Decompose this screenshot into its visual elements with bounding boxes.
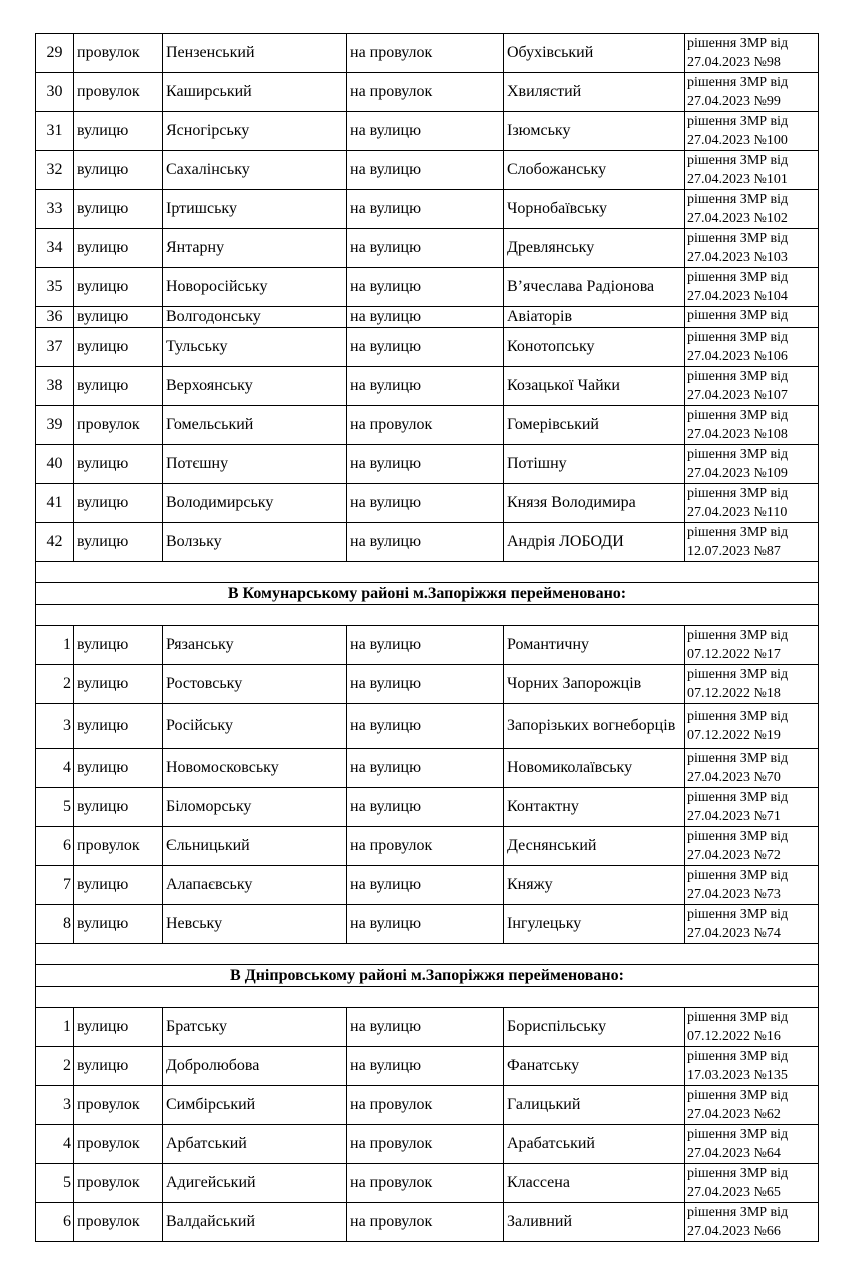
decision-line: 27.04.2023 №70 xyxy=(687,770,781,785)
table-row xyxy=(36,1125,819,1164)
old-type: вулицю xyxy=(74,1008,163,1047)
decision-reference xyxy=(685,1164,819,1203)
decision-reference xyxy=(685,827,819,866)
old-name: Потєшну xyxy=(163,445,347,484)
new-type: на вулицю xyxy=(347,268,504,307)
new-type: на провулок xyxy=(347,1164,504,1203)
old-name: Валдайський xyxy=(163,1203,347,1242)
decision-reference xyxy=(685,406,819,445)
new-name: Запорізьких вогнеборців xyxy=(504,704,685,749)
row-number: 3 xyxy=(36,704,74,749)
new-name: Романтичну xyxy=(504,626,685,665)
table-row xyxy=(36,406,819,445)
decision-reference xyxy=(685,1047,819,1086)
old-type: провулок xyxy=(74,34,163,73)
decision-line: 27.04.2023 №102 xyxy=(687,211,788,226)
old-name: Арбатський xyxy=(163,1125,347,1164)
table-row xyxy=(36,367,819,406)
new-name: Древлянську xyxy=(504,229,685,268)
table-row xyxy=(36,112,819,151)
new-name: Слобожанську xyxy=(504,151,685,190)
new-type: на провулок xyxy=(347,73,504,112)
old-type: вулицю xyxy=(74,229,163,268)
new-type: на вулицю xyxy=(347,704,504,749)
old-type: вулицю xyxy=(74,112,163,151)
row-number: 42 xyxy=(36,523,74,562)
decision-reference xyxy=(685,307,819,328)
new-name: Гомерівський xyxy=(504,406,685,445)
row-number: 2 xyxy=(36,665,74,704)
old-name: Янтарну xyxy=(163,229,347,268)
decision-line: 27.04.2023 №62 xyxy=(687,1107,781,1122)
new-type: на вулицю xyxy=(347,307,504,328)
old-name: Єльницький xyxy=(163,827,347,866)
table-row xyxy=(36,1203,819,1242)
decision-line: 27.04.2023 №74 xyxy=(687,926,781,941)
decision-reference xyxy=(685,866,819,905)
decision-line: 07.12.2022 №18 xyxy=(687,686,781,701)
new-name: Чорнобаївську xyxy=(504,190,685,229)
old-type: вулицю xyxy=(74,190,163,229)
new-type: на провулок xyxy=(347,1086,504,1125)
row-number: 37 xyxy=(36,328,74,367)
new-type: на вулицю xyxy=(347,328,504,367)
old-type: провулок xyxy=(74,73,163,112)
row-number: 35 xyxy=(36,268,74,307)
old-name: Адигейський xyxy=(163,1164,347,1203)
row-number: 33 xyxy=(36,190,74,229)
old-name: Рязанську xyxy=(163,626,347,665)
row-number: 30 xyxy=(36,73,74,112)
decision-reference xyxy=(685,665,819,704)
old-type: вулицю xyxy=(74,484,163,523)
old-type: провулок xyxy=(74,1086,163,1125)
row-number: 41 xyxy=(36,484,74,523)
decision-line: 27.04.2023 №65 xyxy=(687,1185,781,1200)
decision-reference xyxy=(685,445,819,484)
decision-reference xyxy=(685,268,819,307)
new-type: на провулок xyxy=(347,34,504,73)
decision-reference xyxy=(685,905,819,944)
table-row xyxy=(36,1086,819,1125)
row-number: 32 xyxy=(36,151,74,190)
new-name: Авіаторів xyxy=(504,307,685,328)
table-row xyxy=(36,445,819,484)
old-name: Іртишську xyxy=(163,190,347,229)
decision-line: 27.04.2023 №101 xyxy=(687,172,788,187)
blank-cell xyxy=(36,987,819,1008)
old-type: вулицю xyxy=(74,445,163,484)
new-type: на вулицю xyxy=(347,484,504,523)
table-row xyxy=(36,484,819,523)
decision-line: 27.04.2023 №100 xyxy=(687,133,788,148)
old-type: вулицю xyxy=(74,626,163,665)
decision-reference xyxy=(685,367,819,406)
old-name: Російську xyxy=(163,704,347,749)
blank-row xyxy=(36,605,819,626)
old-type: вулицю xyxy=(74,905,163,944)
decision-line: рішення ЗМР від xyxy=(687,114,789,129)
old-type: вулицю xyxy=(74,665,163,704)
new-name: Контактну xyxy=(504,788,685,827)
decision-line: 27.04.2023 №72 xyxy=(687,848,781,863)
old-type: вулицю xyxy=(74,328,163,367)
decision-reference xyxy=(685,112,819,151)
decision-line: рішення ЗМР від xyxy=(687,709,789,724)
old-type: вулицю xyxy=(74,788,163,827)
decision-reference xyxy=(685,704,819,749)
new-name: Фанатську xyxy=(504,1047,685,1086)
old-name: Алапаєвську xyxy=(163,866,347,905)
table-row xyxy=(36,328,819,367)
old-name: Волгодонську xyxy=(163,307,347,328)
section-heading-row xyxy=(36,583,819,605)
decision-line: 27.04.2023 №106 xyxy=(687,349,788,364)
new-name: Конотопську xyxy=(504,328,685,367)
table-row xyxy=(36,229,819,268)
new-name: Інгулецьку xyxy=(504,905,685,944)
new-name: Ізюмську xyxy=(504,112,685,151)
row-number: 40 xyxy=(36,445,74,484)
decision-line: рішення ЗМР від xyxy=(687,907,789,922)
decision-reference xyxy=(685,788,819,827)
decision-reference xyxy=(685,523,819,562)
new-name: Бориспільську xyxy=(504,1008,685,1047)
row-number: 4 xyxy=(36,1125,74,1164)
decision-line: рішення ЗМР від xyxy=(687,1166,789,1181)
new-type: на вулицю xyxy=(347,523,504,562)
row-number: 7 xyxy=(36,866,74,905)
blank-row xyxy=(36,562,819,583)
section-heading: В Дніпровському районі м.Запоріжжя перейменовано: xyxy=(36,965,819,987)
decision-line: 27.04.2023 №99 xyxy=(687,94,781,109)
decision-line: рішення ЗМР від xyxy=(687,868,789,883)
decision-line: рішення ЗМР від xyxy=(687,192,789,207)
old-name: Добролюбова xyxy=(163,1047,347,1086)
decision-reference xyxy=(685,151,819,190)
table-row xyxy=(36,1047,819,1086)
blank-row xyxy=(36,944,819,965)
table-row xyxy=(36,1164,819,1203)
decision-reference xyxy=(685,484,819,523)
row-number: 8 xyxy=(36,905,74,944)
old-name: Пензенський xyxy=(163,34,347,73)
new-type: на вулицю xyxy=(347,229,504,268)
new-type: на вулицю xyxy=(347,151,504,190)
row-number: 1 xyxy=(36,626,74,665)
new-type: на вулицю xyxy=(347,626,504,665)
row-number: 2 xyxy=(36,1047,74,1086)
old-type: провулок xyxy=(74,1203,163,1242)
decision-line: рішення ЗМР від xyxy=(687,369,789,384)
new-name: Козацької Чайки xyxy=(504,367,685,406)
new-name: Князя Володимира xyxy=(504,484,685,523)
old-name: Ростовську xyxy=(163,665,347,704)
new-name: Заливний xyxy=(504,1203,685,1242)
decision-line: рішення ЗМР від xyxy=(687,667,789,682)
decision-line: 27.04.2023 №107 xyxy=(687,388,788,403)
decision-line: 27.04.2023 №71 xyxy=(687,809,781,824)
decision-line: рішення ЗМР від xyxy=(687,1010,789,1025)
new-type: на вулицю xyxy=(347,190,504,229)
new-type: на вулицю xyxy=(347,367,504,406)
decision-line: рішення ЗМР від xyxy=(687,628,789,643)
new-type: на провулок xyxy=(347,1203,504,1242)
new-name: Деснянський xyxy=(504,827,685,866)
new-name: Потішну xyxy=(504,445,685,484)
decision-line: 27.04.2023 №103 xyxy=(687,250,788,265)
decision-line: рішення ЗМР від xyxy=(687,408,789,423)
old-type: провулок xyxy=(74,406,163,445)
table-row xyxy=(36,788,819,827)
decision-line: рішення ЗМР від xyxy=(687,309,789,323)
decision-line: 12.07.2023 №87 xyxy=(687,544,781,559)
table-row xyxy=(36,749,819,788)
new-type: на вулицю xyxy=(347,1047,504,1086)
old-type: вулицю xyxy=(74,307,163,328)
renaming-table xyxy=(35,33,819,1242)
decision-reference xyxy=(685,73,819,112)
old-type: вулицю xyxy=(74,367,163,406)
decision-line: 07.12.2022 №17 xyxy=(687,647,781,662)
decision-line: рішення ЗМР від xyxy=(687,1049,789,1064)
old-type: вулицю xyxy=(74,523,163,562)
new-type: на вулицю xyxy=(347,665,504,704)
table-row xyxy=(36,1008,819,1047)
decision-line: 27.04.2023 №110 xyxy=(687,505,788,520)
new-type: на вулицю xyxy=(347,1008,504,1047)
decision-line: 27.04.2023 №108 xyxy=(687,427,788,442)
row-number: 4 xyxy=(36,749,74,788)
old-type: провулок xyxy=(74,1164,163,1203)
row-number: 34 xyxy=(36,229,74,268)
decision-line: рішення ЗМР від xyxy=(687,751,789,766)
decision-line: рішення ЗМР від xyxy=(687,486,789,501)
new-name: Хвилястий xyxy=(504,73,685,112)
decision-line: 27.04.2023 №109 xyxy=(687,466,788,481)
new-name: Чорних Запорожців xyxy=(504,665,685,704)
old-name: Симбірський xyxy=(163,1086,347,1125)
new-name: Обухівський xyxy=(504,34,685,73)
decision-reference xyxy=(685,1125,819,1164)
old-name: Тульську xyxy=(163,328,347,367)
new-type: на провулок xyxy=(347,1125,504,1164)
old-name: Біломорську xyxy=(163,788,347,827)
decision-line: рішення ЗМР від xyxy=(687,153,789,168)
decision-line: рішення ЗМР від xyxy=(687,1205,789,1220)
old-type: вулицю xyxy=(74,151,163,190)
new-name: Арабатський xyxy=(504,1125,685,1164)
row-number: 31 xyxy=(36,112,74,151)
decision-line: рішення ЗМР від xyxy=(687,1088,789,1103)
decision-line: рішення ЗМР від xyxy=(687,75,789,90)
decision-line: 07.12.2022 №19 xyxy=(687,728,781,743)
new-type: на вулицю xyxy=(347,866,504,905)
table-row xyxy=(36,704,819,749)
decision-line: рішення ЗМР від xyxy=(687,1127,789,1142)
decision-line: 27.04.2023 №64 xyxy=(687,1146,781,1161)
old-type: вулицю xyxy=(74,704,163,749)
old-name: Новоросійську xyxy=(163,268,347,307)
decision-line: 27.04.2023 №73 xyxy=(687,887,781,902)
decision-line: рішення ЗМР від xyxy=(687,829,789,844)
row-number: 6 xyxy=(36,1203,74,1242)
decision-reference xyxy=(685,229,819,268)
decision-reference xyxy=(685,190,819,229)
decision-line: 17.03.2023 №135 xyxy=(687,1068,788,1083)
blank-cell xyxy=(36,562,819,583)
decision-line: 27.04.2023 №66 xyxy=(687,1224,781,1239)
section-heading: В Комунарському районі м.Запоріжжя перейменовано: xyxy=(36,583,819,605)
row-number: 1 xyxy=(36,1008,74,1047)
table-row xyxy=(36,307,819,328)
old-name: Верхоянську xyxy=(163,367,347,406)
table-row xyxy=(36,523,819,562)
section-heading-row xyxy=(36,965,819,987)
decision-line: рішення ЗМР від xyxy=(687,447,789,462)
old-name: Ясногірську xyxy=(163,112,347,151)
decision-line: 27.04.2023 №104 xyxy=(687,289,788,304)
blank-row xyxy=(36,987,819,1008)
new-name: В’ячеслава Радіонова xyxy=(504,268,685,307)
decision-line: 27.04.2023 №98 xyxy=(687,55,781,70)
new-name: Галицький xyxy=(504,1086,685,1125)
new-name: Андрія ЛОБОДИ xyxy=(504,523,685,562)
decision-line: рішення ЗМР від xyxy=(687,525,789,540)
old-type: вулицю xyxy=(74,1047,163,1086)
row-number: 3 xyxy=(36,1086,74,1125)
new-name: Классена xyxy=(504,1164,685,1203)
old-name: Братську xyxy=(163,1008,347,1047)
blank-cell xyxy=(36,944,819,965)
table-row xyxy=(36,268,819,307)
table-row xyxy=(36,827,819,866)
new-type: на провулок xyxy=(347,406,504,445)
decision-reference xyxy=(685,328,819,367)
decision-reference xyxy=(685,749,819,788)
blank-cell xyxy=(36,605,819,626)
decision-reference xyxy=(685,1008,819,1047)
table-row xyxy=(36,626,819,665)
old-name: Невську xyxy=(163,905,347,944)
table-row xyxy=(36,190,819,229)
old-type: провулок xyxy=(74,1125,163,1164)
row-number: 36 xyxy=(36,307,74,328)
old-type: вулицю xyxy=(74,268,163,307)
decision-reference xyxy=(685,626,819,665)
old-type: провулок xyxy=(74,827,163,866)
new-type: на вулицю xyxy=(347,112,504,151)
decision-line: 07.12.2022 №16 xyxy=(687,1029,781,1044)
decision-reference xyxy=(685,34,819,73)
row-number: 29 xyxy=(36,34,74,73)
old-name: Гомельський xyxy=(163,406,347,445)
row-number: 38 xyxy=(36,367,74,406)
old-type: вулицю xyxy=(74,749,163,788)
new-type: на вулицю xyxy=(347,788,504,827)
table-row xyxy=(36,73,819,112)
table-row xyxy=(36,151,819,190)
decision-line: рішення ЗМР від xyxy=(687,231,789,246)
decision-reference xyxy=(685,1086,819,1125)
table-row xyxy=(36,665,819,704)
table-row xyxy=(36,34,819,73)
table-row xyxy=(36,905,819,944)
old-type: вулицю xyxy=(74,866,163,905)
decision-reference xyxy=(685,1203,819,1242)
row-number: 6 xyxy=(36,827,74,866)
row-number: 39 xyxy=(36,406,74,445)
new-type: на вулицю xyxy=(347,905,504,944)
old-name: Новомосковську xyxy=(163,749,347,788)
decision-line: рішення ЗМР від xyxy=(687,36,789,51)
decision-line: рішення ЗМР від xyxy=(687,270,789,285)
new-name: Новомиколаївську xyxy=(504,749,685,788)
new-type: на провулок xyxy=(347,827,504,866)
row-number: 5 xyxy=(36,788,74,827)
new-name: Княжу xyxy=(504,866,685,905)
new-type: на вулицю xyxy=(347,445,504,484)
old-name: Волзьку xyxy=(163,523,347,562)
old-name: Сахалінську xyxy=(163,151,347,190)
old-name: Каширський xyxy=(163,73,347,112)
row-number: 5 xyxy=(36,1164,74,1203)
decision-line: рішення ЗМР від xyxy=(687,330,789,345)
table-row xyxy=(36,866,819,905)
decision-line: рішення ЗМР від xyxy=(687,790,789,805)
old-name: Володимирську xyxy=(163,484,347,523)
new-type: на вулицю xyxy=(347,749,504,788)
